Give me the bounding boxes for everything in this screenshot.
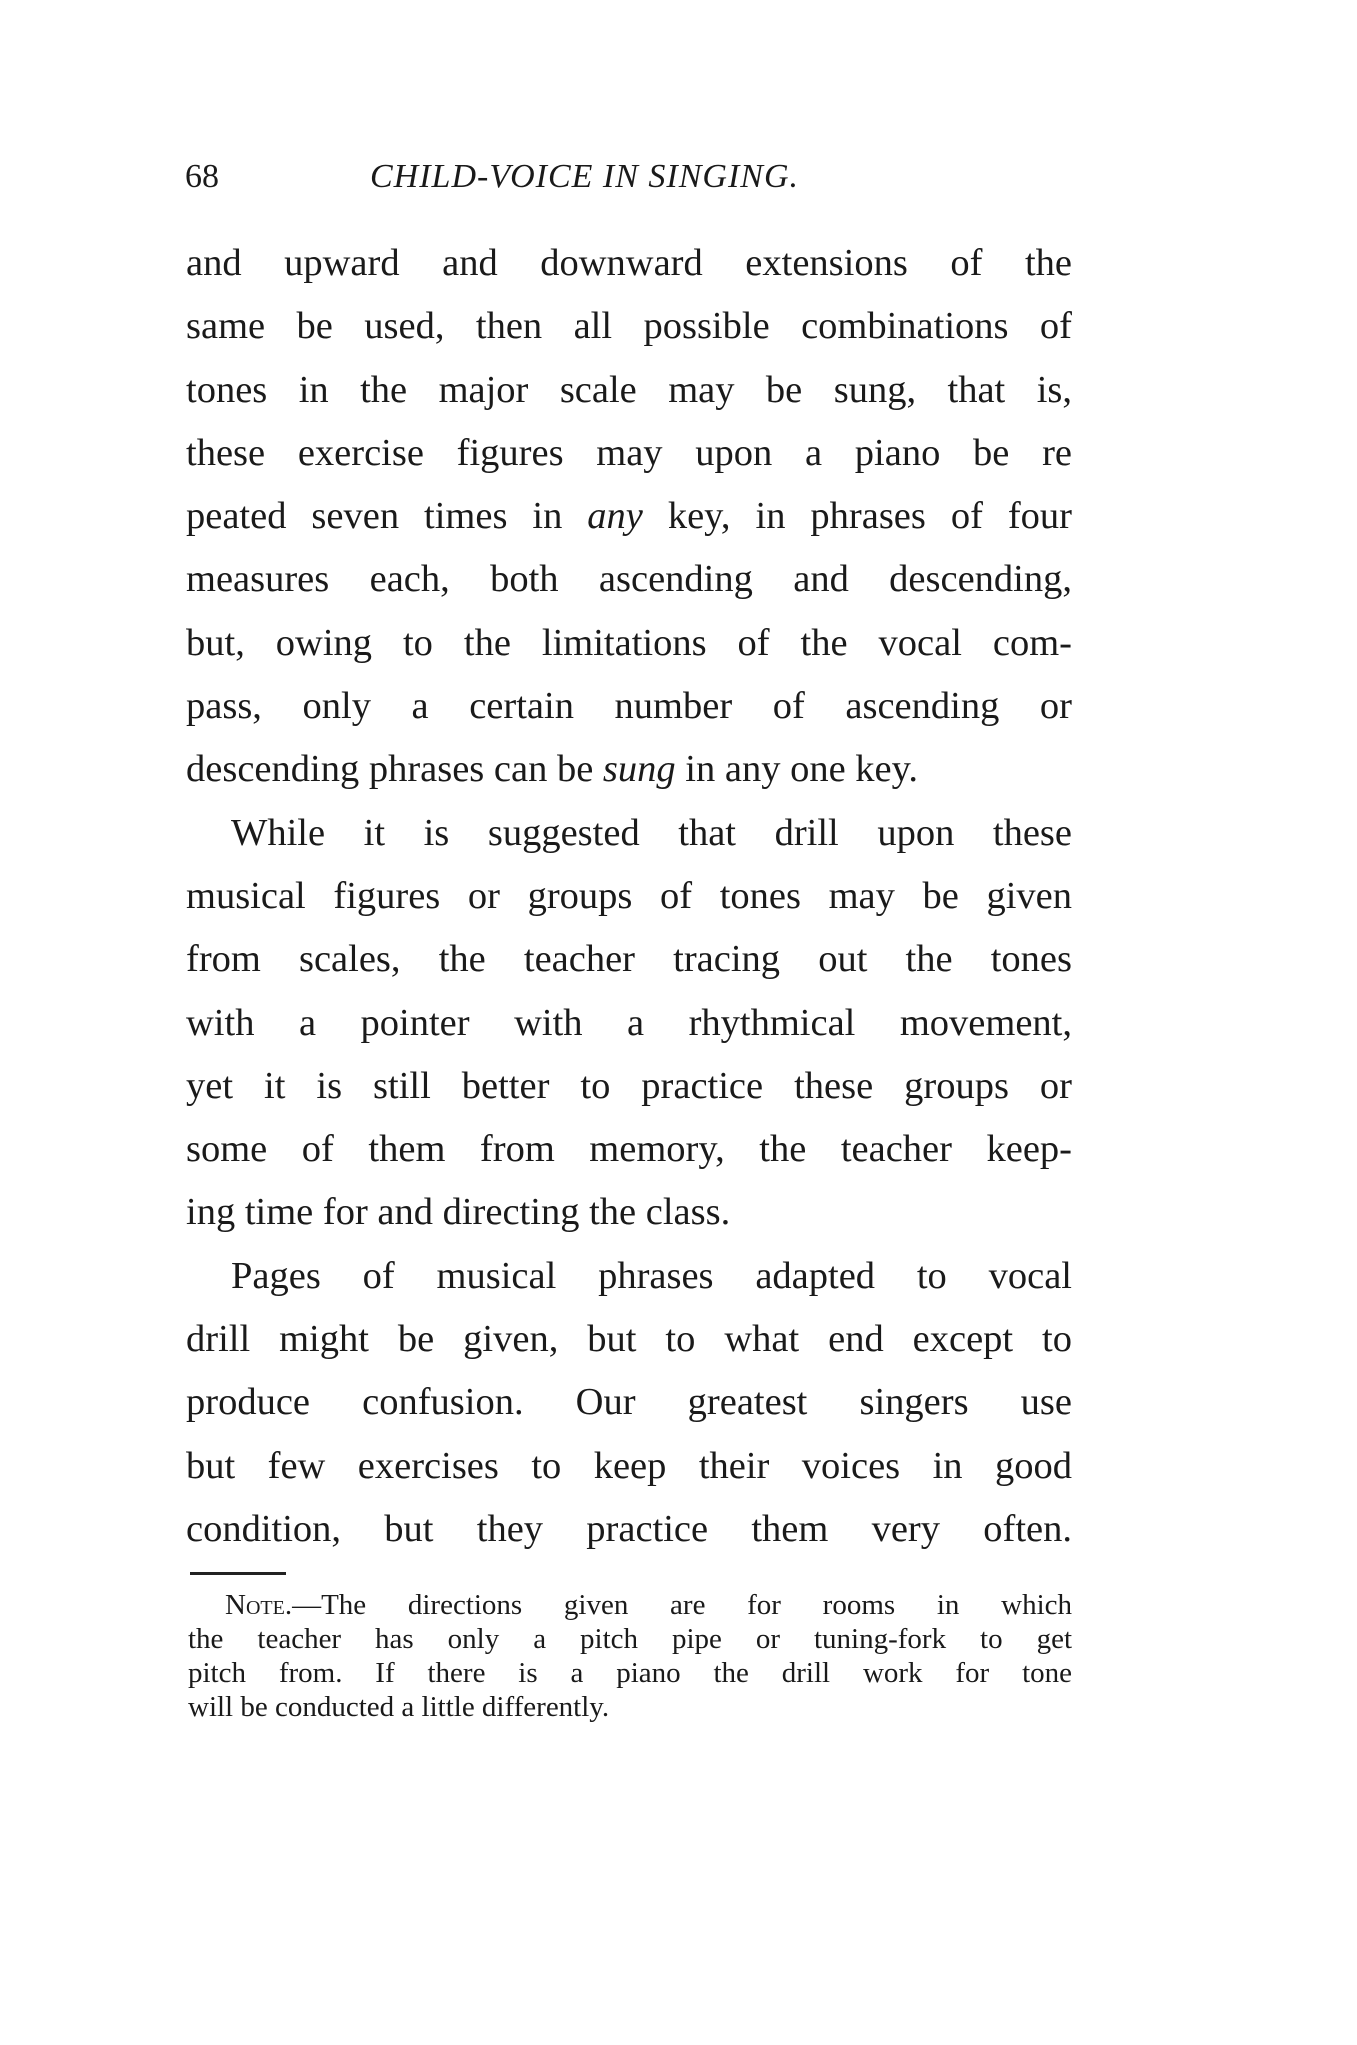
text-run: key, in phrases of four — [642, 495, 1072, 538]
emphasis-any: any — [587, 495, 643, 538]
text-line: tones in the major scale may be sung, that is, — [186, 368, 1072, 411]
footnote-line: will be conducted a little differently. — [188, 1691, 610, 1723]
text-line — [186, 485, 1072, 548]
text-line: drill might be given, but to what end except to — [186, 1318, 1072, 1361]
emphasis-sung: sung — [602, 748, 676, 791]
running-head: CHILD-VOICE IN SINGING. — [370, 158, 800, 195]
footnote — [188, 1588, 1072, 1724]
body-text — [186, 232, 1072, 1561]
text-line: from scales, the teacher tracing out the tones — [186, 938, 1072, 981]
paragraph-start-line: While it is suggested that drill upon these — [231, 811, 1072, 854]
text-line: and upward and downward extensions of the — [186, 242, 1072, 284]
text-run: descending phrases can be — [186, 748, 603, 791]
footnote-line — [188, 1588, 1072, 1622]
footnote-label: Note. — [225, 1589, 293, 1621]
text-line — [186, 738, 1072, 801]
page-number: 68 — [185, 158, 219, 195]
text-line: musical figures or groups of tones may be given — [186, 874, 1072, 917]
text-line: some of them from memory, the teacher keep- — [186, 1128, 1072, 1171]
text-line: yet it is still better to practice these groups or — [186, 1064, 1072, 1107]
text-line: with a pointer with a rhythmical movement, — [186, 1001, 1072, 1044]
text-line: but, owing to the limitations of the vocal com- — [186, 621, 1072, 664]
text-line: these exercise figures may upon a piano be re — [186, 431, 1072, 474]
paragraph-start-line: Pages of musical phrases adapted to vocal — [231, 1254, 1072, 1297]
text-run: peated seven times in — [186, 495, 588, 538]
text-run: —The directions given are for rooms in which — [292, 1589, 1072, 1621]
text-line: condition, but they practice them very often. — [186, 1507, 1072, 1550]
text-line: but few exercises to keep their voices in good — [186, 1444, 1072, 1487]
footnote-line: pitch from. If there is a piano the drill work for tone — [188, 1657, 1072, 1689]
page-header — [185, 152, 1085, 202]
footnote-divider — [190, 1572, 286, 1575]
text-line: measures each, both ascending and descending, — [186, 558, 1072, 601]
text-line: pass, only a certain number of ascending or — [186, 685, 1072, 728]
text-line: ing time for and directing the class. — [186, 1191, 731, 1234]
text-line: same be used, then all possible combinations of — [186, 305, 1072, 348]
text-line: produce confusion. Our greatest singers use — [186, 1381, 1072, 1424]
text-run: in any one key. — [675, 748, 918, 791]
footnote-line: the teacher has only a pitch pipe or tuning-fork to get — [188, 1623, 1072, 1655]
